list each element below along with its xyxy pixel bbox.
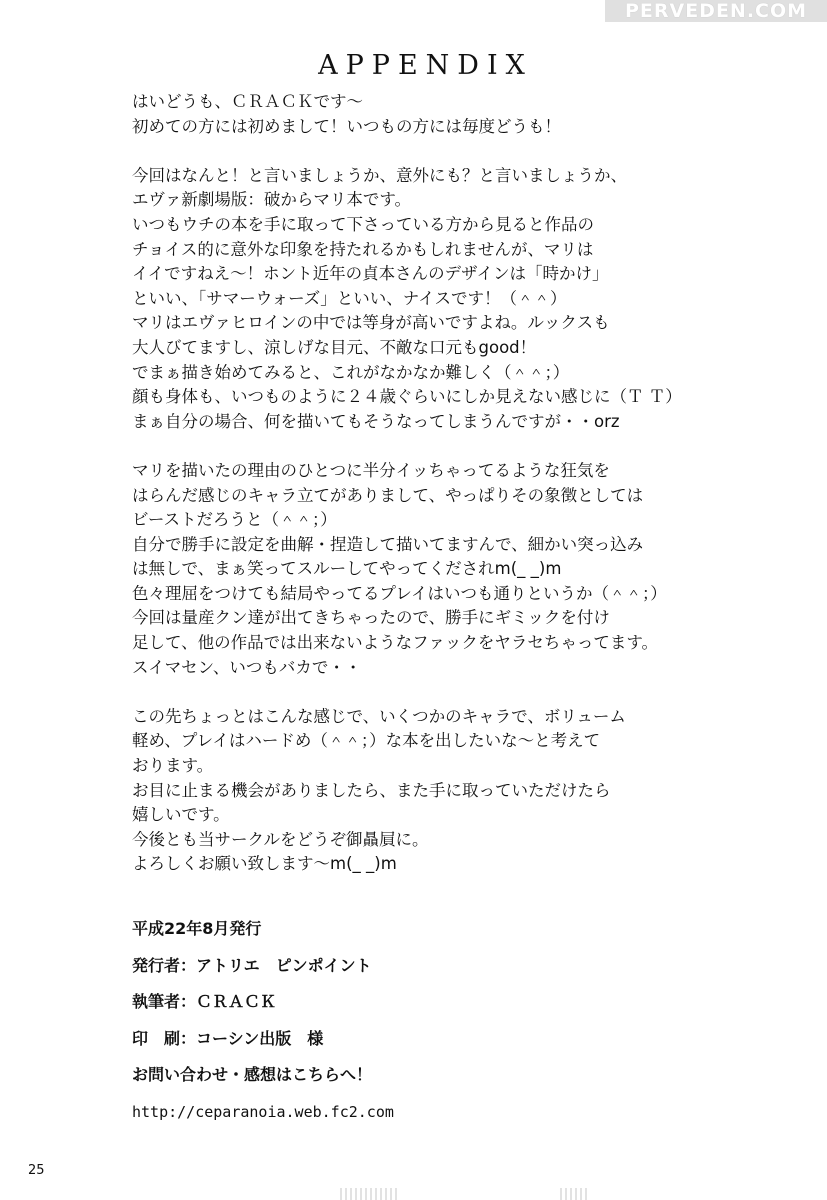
text-line: 今回はなんと！と言いましょうか、意外にも？と言いましょうか、: [132, 165, 627, 185]
afterword-text: [132, 90, 792, 902]
text-line: 顔も身体も、いつものように２４歳ぐらいにしか見えない感じに（Ｔ Ｔ）: [132, 387, 682, 407]
watermark-logo: PERVEDEN.COM: [605, 0, 827, 22]
text-line: この先ちょっとはこんな感じで、いくつかのキャラで、ボリューム: [132, 706, 626, 726]
scan-artifact: [560, 1188, 590, 1200]
text-line: といい、「サマーウォーズ」といい、ナイスです！（＾＾）: [132, 288, 567, 308]
text-line: お目に止まる機会がありましたら、また手に取っていただけたら: [132, 780, 611, 800]
text-line: いつもウチの本を手に取って下さっている方から見ると作品の: [132, 214, 594, 234]
paragraph-reasons: [132, 459, 792, 680]
text-line: ビーストだろうと（＾＾；）: [132, 510, 337, 530]
text-line: チョイス的に意外な印象を持たれるかもしれませんが、マリは: [132, 239, 594, 259]
scan-artifact: [340, 1188, 400, 1200]
text-line: おります。: [132, 756, 214, 776]
text-line: 色々理屈をつけても結局やってるプレイはいつも通りというか（＾＾；）: [132, 583, 667, 603]
publication-date: 平成22年8月発行: [132, 919, 262, 938]
text-line: マリはエヴァヒロインの中では等身が高いですよね。ルックスも: [132, 313, 610, 333]
text-line: 自分で勝手に設定を曲解・捏造して描いてますんで、細かい突っ込み: [132, 534, 644, 554]
text-line: 嬉しいです。: [132, 805, 230, 825]
text-line: イイですねえ～！ホント近年の貞本さんのデザインは「時かけ」: [132, 264, 609, 284]
website-link[interactable]: http://ceparanoia.web.fc2.com: [132, 1102, 394, 1121]
text-line: スイマセン、いつもバカで・・: [132, 657, 362, 677]
text-line: 初めての方には初めまして！いつもの方には毎度どうも！: [132, 116, 561, 136]
author: 執筆者：ＣＲＡＣＫ: [132, 992, 277, 1011]
text-line: 大人びてますし、涼しげな目元、不敵な口元もgood！: [132, 337, 537, 357]
text-line: 足して、他の作品では出来ないようなファックをヤラセちゃってます。: [132, 633, 659, 653]
page-number: 25: [28, 1163, 45, 1178]
publisher: 発行者：アトリエ ピンポイント: [132, 955, 372, 975]
paragraph-greeting: [132, 90, 792, 139]
text-line: でまぁ描き始めてみると、これがなかなか難しく（＾＾；）: [132, 362, 570, 382]
text-line: 今後とも当サークルをどうぞ御贔屓に。: [132, 829, 429, 849]
printer: 印 刷：コーシン出版 様: [132, 1028, 324, 1048]
text-line: 軽め、プレイはハードめ（＾＾；）な本を出したいな～と考えて: [132, 731, 601, 751]
text-line: はいどうも、ＣＲＡＣＫです～: [132, 92, 363, 111]
paragraph-about-mari: [132, 164, 792, 435]
contact-note: お問い合わせ・感想はこちらへ！: [132, 1065, 373, 1084]
text-line: まぁ自分の場合、何を描いてもそうなってしまうんですが・・orz: [132, 411, 620, 431]
text-line: エヴァ新劇場版：破からマリ本です。: [132, 190, 412, 210]
colophon: [132, 919, 732, 1138]
text-line: は無しで、まぁ笑ってスルーしてやってくだされm(_ _)m: [132, 559, 562, 579]
text-line: 今回は量産クン達が出てきちゃったので、勝手にギミックを付け: [132, 608, 610, 628]
page-title: APPENDIX: [318, 50, 533, 81]
text-line: はらんだ感じのキャラ立てがありまして、やっぱりその象徴としては: [132, 485, 644, 505]
text-line: マリを描いたの理由のひとつに半分イッちゃってるような狂気を: [132, 460, 610, 480]
paragraph-closing: [132, 705, 792, 877]
text-line: よろしくお願い致します～m(_ _)m: [132, 854, 397, 874]
